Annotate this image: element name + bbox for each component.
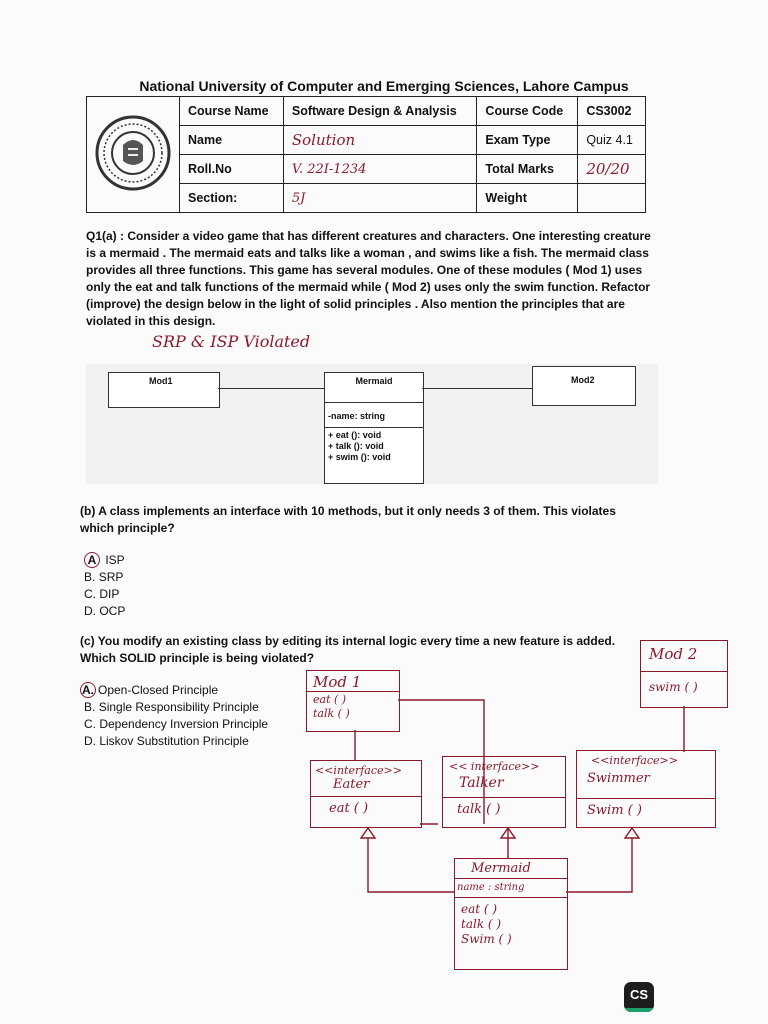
sketch-mod2-swim: swim ( ) xyxy=(641,671,727,694)
q1b-text: (b) A class implements an interface with 10 methods, but it only needs 3 of them. This violates which principle? xyxy=(80,504,616,535)
sketch-eater-title: Eater xyxy=(333,777,370,792)
sketch-mermaid-talk: talk ( ) xyxy=(461,917,502,931)
roll-no-value: V. 22I-1234 xyxy=(283,155,477,184)
uml-mod1-label: Mod1 xyxy=(149,376,173,386)
course-code-value: CS3002 xyxy=(578,97,646,126)
q1c-option-b-text: Single Responsibility Principle xyxy=(98,700,259,714)
sketch-talker-talk: talk ( ) xyxy=(443,797,565,817)
sketch-mod1-eat: eat ( ) xyxy=(313,693,347,706)
total-marks-label: Total Marks xyxy=(477,155,578,184)
sketch-swimmer-swim: Swim ( ) xyxy=(577,798,715,818)
sketch-eater-interface xyxy=(310,760,422,828)
scanner-badge-accent xyxy=(624,1008,654,1012)
scanner-badge-label: CS xyxy=(629,987,649,1002)
scanner-badge xyxy=(624,982,654,1012)
sketch-mod1-talk: talk ( ) xyxy=(313,707,350,720)
q1b-option-b-letter: B. xyxy=(84,570,96,584)
uml-mod2-label: Mod2 xyxy=(571,375,595,385)
uml-attribute: -name: string xyxy=(325,403,423,428)
q1b-option-b-text: SRP xyxy=(98,570,124,584)
q1a-text: Q1(a) : Consider a video game that has different creatures and characters. One interesting creature is a mermaid . The mermaid eats and talks like a woman , and swims like a fish. The mermaid class provides all three functions. This game has several modules. One of these modules ( Mod 1) uses only the eat and talk functions of the mermaid while ( Mod 2) uses only the swim function. Refactor (improve) the design below in the light of solid principles . Also mention the principles that are violated in this design. xyxy=(86,229,651,328)
sketch-mermaid-eat: eat ( ) xyxy=(461,902,498,916)
sketch-talker-interface xyxy=(442,756,566,828)
q1b-option-c-letter: C. xyxy=(84,587,96,601)
sketch-mod1-box xyxy=(306,670,400,732)
q1c-option-c-text: Dependency Inversion Principle xyxy=(99,717,269,731)
sketch-mod2-box xyxy=(640,640,728,708)
q1b-option-a-text: ISP xyxy=(105,553,125,567)
sketch-mermaid-class xyxy=(454,858,568,970)
section-label: Section: xyxy=(180,184,284,213)
exam-type-label: Exam Type xyxy=(477,126,578,155)
course-name-label: Course Name xyxy=(180,97,284,126)
q1c-option-d-letter: D. xyxy=(84,734,96,748)
q1b-option-a-letter: A xyxy=(84,552,100,568)
course-code-label: Course Code xyxy=(477,97,578,126)
sketch-talker-stereotype: << interface>> xyxy=(449,760,540,773)
roll-no-label: Roll.No xyxy=(180,155,284,184)
sketch-swimmer-stereotype: <<interface>> xyxy=(591,754,678,767)
university-title: National University of Computer and Emerging Sciences, Lahore Campus xyxy=(139,78,629,94)
q1b-option-c-text: DIP xyxy=(99,587,120,601)
total-marks-value: 20/20 xyxy=(578,155,646,184)
q1c-option-a-letter: A. xyxy=(82,683,94,697)
name-label: Name xyxy=(180,126,284,155)
q1b-option-d-text: OCP xyxy=(99,604,126,618)
sketch-talker-title: Talker xyxy=(459,775,504,791)
uml-method-swim: + swim (): void xyxy=(328,452,391,462)
q1c-option-c-letter: C. xyxy=(84,717,96,731)
uml-mermaid-name: Mermaid xyxy=(325,373,423,403)
q1c-option-a-text: Open-Closed Principle xyxy=(98,683,219,697)
q1b-option-d-letter: D. xyxy=(84,604,96,618)
name-value: Solution xyxy=(283,126,477,155)
uml-method-eat: + eat (): void xyxy=(328,430,382,440)
q1a-answer: SRP & ISP Violated xyxy=(152,332,311,351)
sketch-mermaid-title: Mermaid xyxy=(471,861,531,876)
section-value: 5J xyxy=(283,184,477,213)
sketch-mod2-title: Mod 2 xyxy=(649,645,698,663)
weight-label: Weight xyxy=(477,184,578,213)
sketch-mermaid-attr: name : string xyxy=(455,878,567,897)
q1c-option-d-text: Liskov Substitution Principle xyxy=(99,734,249,748)
sketch-mermaid-swim: Swim ( ) xyxy=(461,932,512,946)
q1c-text: (c) You modify an existing class by editing its internal logic every time a new feature is added. Which SOLID principle is being violated? xyxy=(80,634,616,665)
exam-type-value: Quiz 4.1 xyxy=(578,126,646,155)
sketch-swimmer-title: Swimmer xyxy=(587,771,650,786)
sketch-mod1-title: Mod 1 xyxy=(313,673,362,691)
course-name-value: Software Design & Analysis xyxy=(283,97,477,126)
sketch-swimmer-interface xyxy=(576,750,716,828)
sketch-eater-stereotype: <<interface>> xyxy=(315,764,402,777)
uml-method-talk: + talk (): void xyxy=(328,441,384,451)
q1c-option-b-letter: B. xyxy=(84,700,96,714)
sketch-eater-eat: eat ( ) xyxy=(311,796,421,816)
